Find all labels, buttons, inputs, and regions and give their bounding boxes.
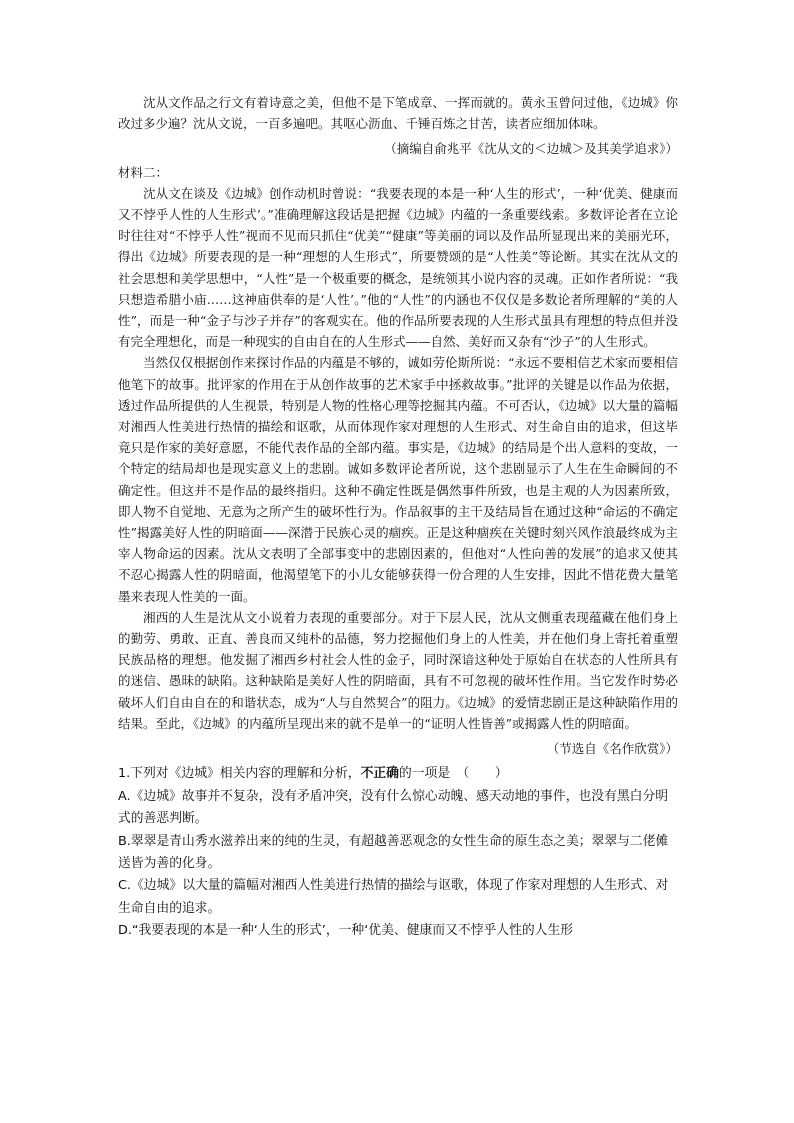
- material2-label: 材料二：: [118, 164, 169, 180]
- document-page: [118, 92, 678, 943]
- question-stem-emphasis: 不正确: [360, 766, 399, 782]
- question-stem-pre: 1.下列对《边城》相关内容的理解和分析，: [118, 766, 361, 782]
- question-stem: [118, 763, 678, 785]
- option-c: C.《边城》以大量的篇幅对湘西人性美进行热情的描绘与讴歌，体现了作家对理想的人生形式、对生命自由的追求。: [118, 878, 669, 916]
- question-stem-post: 的一项是 （ ）: [398, 766, 508, 782]
- material2-paragraph-2: 当然仅仅根据创作来探讨作品的内蕴是不够的，诚如劳伦斯所说：“永远不要相信艺术家而要相信他笔下的故事。批评家的作用在于从创作故事的艺术家手中拯救故事。”批评的关键是以作品为依据，透过作品所提供的人生视景，特别是人物的性格心理等挖掘其内蕴。不可否认，《边城》以大量的篇幅对湘西人性美进行热情的描绘和讴歌，从而体现作家对理想的人生形式、对生命自由的追求，但这毕竟只是作家的美好意愿，不能代表作品的全部内蕴。事实是，《边城》的结局是个出人意料的变故，一个特定的结局却也是现实意义上的悲剧。诚如多数评论者所说，这个悲剧显示了人生在生命瞬间的不确定性。但这并不是作品的最终指归。这种不确定性既是偶然事件所致，也是主观的人为因素所致，即人物不自觉地、无意为之所产生的破坏性行为。作品叙事的主干及结局旨在通过这种“命运的不确定性”揭露美好人性的阴暗面——深潜于民族心灵的痼疾。正是这种痼疾在关键时刻兴风作浪最终成为主宰人物命运的因素。沈从文表明了全部事变中的悲剧因素的，但他对“人性向善的发展”的追求又使其不忍心揭露人性的阴暗面，他渴望笔下的小儿女能够获得一份合理的人生安排，因此不惜花费大量笔墨来表现人性美的一面。: [118, 355, 678, 604]
- option-b: B.翠翠是青山秀水滋养出来的纯的生灵，有超越善恶观念的女性生命的原生态之美；翠翠与二佬傩送皆为善的化身。: [118, 833, 669, 871]
- option-a: A.《边城》故事并不复杂，没有矛盾冲突，没有什么惊心动魄、感天动地的事件，也没有黑白分明式的善恶判断。: [118, 788, 669, 827]
- material2-paragraph-1: 沈从文在谈及《边城》创作动机时曾说：“我要表现的本是一种‘人生的形式’，一种‘优美、健康而又不悖乎人性的人生形式’。”准确理解这段话是把握《边城》内蕴的一条重要线索。多数评论者在立论时往往对“不悖乎人性”视而不见而只抓住“优美”“健康”等美丽的词以及作品所显现出来的美丽光环，得出《边城》所要表现的是一种“理想的人生形式”，所要赞颂的是“人性美”等论断。其实在沈从文的社会思想和美学思想中，“人性”是一个极重要的概念，是统领其小说内容的灵魂。正如作者所说：“我只想造希腊小庙……这神庙供奉的是‘人性’。”他的“人性”的内涵也不仅仅是多数论者所理解的“美的人性”，而是一种“金子与沙子并存”的客观实在。他的作品所要表现的人生形式虽具有理想的特点但并没有完全理想化，而是一种现实的自由自在的人生形式——自然、美好而又杂有“沙子”的人生形式。: [118, 185, 678, 350]
- material1-source: （摘编自俞兆平《沈从文的＜边城＞及其美学追求》）: [384, 141, 678, 157]
- material1-paragraph: 沈从文作品之行文有着诗意之美，但他不是下笔成章、一挥而就的。黄永玉曾问过他，《边城》你改过多少遍？沈从文说，一百多遍吧。其呕心沥血、千锤百炼之甘苦，读者应细加体味。: [118, 95, 678, 132]
- material2-source: （节选自《名作欣赏》）: [546, 741, 678, 757]
- material2-paragraph-3: 湘西的人生是沈从文小说着力表现的重要部分。对于下层人民，沈从文侧重表现蕴藏在他们身上的勤劳、勇敢、正直、善良而又纯朴的品德，努力挖掘他们身上的人性美，并在他们身上寄托着重塑民族品格的理想。他发掘了湘西乡村社会人性的金子，同时深谙这种处于原始自在状态的人性所具有的迷信、愚昧的缺陷。这种缺陷是美好人性的阴暗面，具有不可忽视的破坏性作用。当它发作时势必破坏人们自由自在的和谐状态，成为“人与自然契合”的阻力。《边城》的爱情悲剧正是这种缺陷作用的结果。至此，《边城》的内蕴所呈现出来的就不是单一的“证明人性皆善”或揭露人性的阴暗面。: [118, 609, 678, 731]
- option-d: D.“我要表现的本是一种‘人生的形式’，一种‘优美、健康而又不悖乎人性的人生形: [118, 923, 574, 939]
